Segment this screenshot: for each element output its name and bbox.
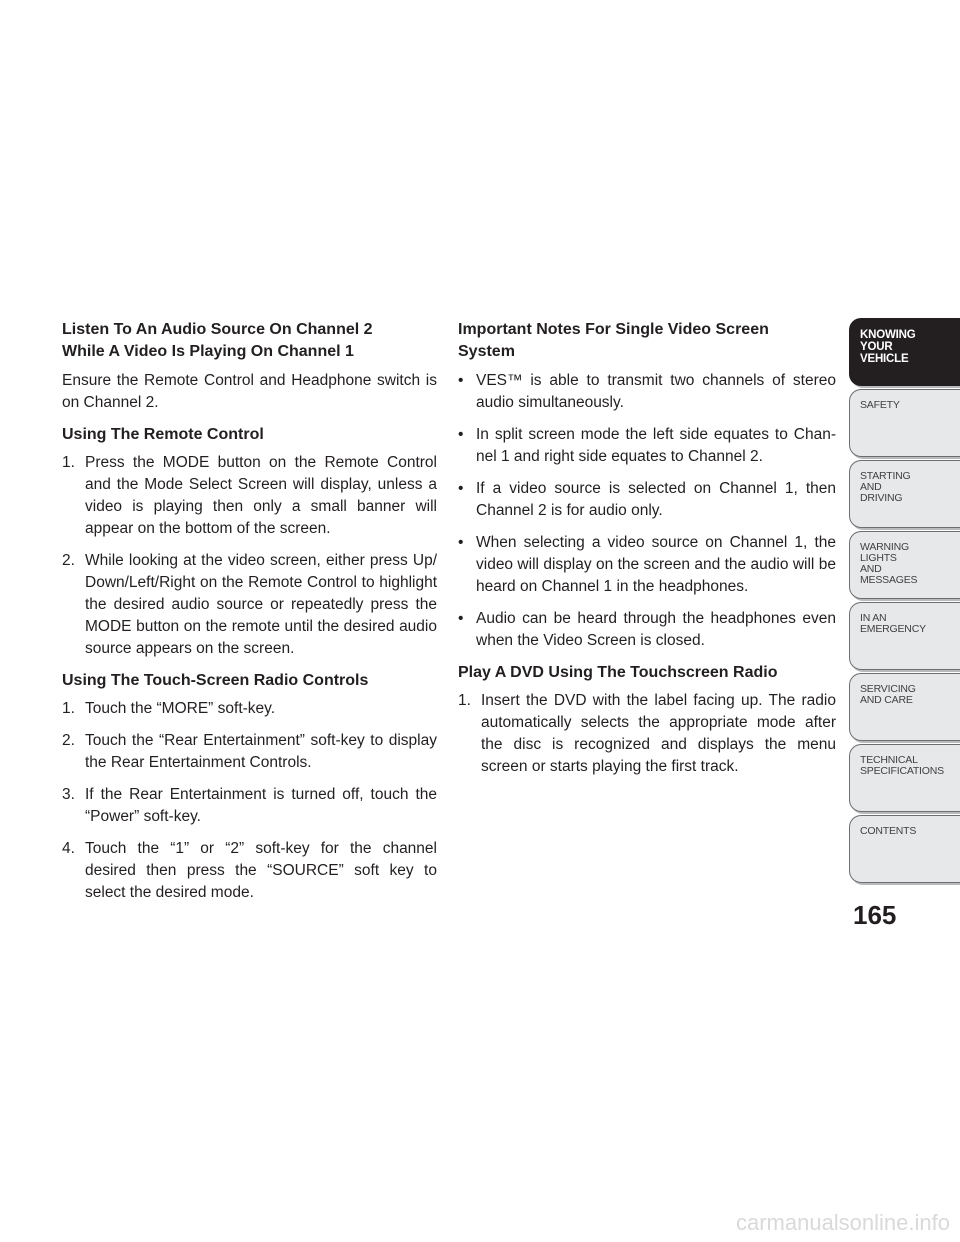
dvd-steps-list [458, 690, 836, 778]
left-column [62, 319, 437, 914]
tab-label-line: DRIVING [860, 492, 903, 504]
numbered-step [62, 838, 437, 904]
tab-label-line: TECHNICAL [860, 754, 918, 766]
numbered-step [458, 690, 836, 778]
tab-label-line: AND CARE [860, 694, 913, 706]
numbered-step [62, 550, 437, 660]
chapter-tab-contents[interactable] [849, 815, 960, 883]
step-text: Insert the DVD with the label facing up. The radio automatically selects the appropriate mode after the disc is recognized and displays the menu screen or starts playing the first track. [481, 692, 836, 775]
tab-label-line: YOUR [860, 341, 893, 353]
bullet-icon: • [458, 372, 464, 389]
chapter-tab-safety[interactable] [849, 389, 960, 457]
bullet-icon: • [458, 426, 464, 443]
bullet-item [458, 478, 836, 522]
tab-label-line: SAFETY [860, 399, 900, 411]
heading-line-1: Listen To An Audio Source On Channel 2 [62, 321, 373, 338]
tab-label-line: AND [860, 563, 882, 575]
bullet-text: Audio can be heard through the headphones even when the Video Screen is closed. [476, 610, 836, 649]
step-number: 3. [62, 786, 75, 803]
section-heading-important-notes [458, 319, 836, 363]
tab-label-line: KNOWING [860, 329, 916, 341]
bullet-item [458, 424, 836, 468]
page-number: 165 [853, 900, 897, 930]
right-column [458, 319, 836, 788]
step-text: Touch the “1” or “2” soft-key for the channel desired then press the “SOURCE” soft key to select the desired mode. [85, 840, 437, 901]
notes-bullet-list [458, 370, 836, 652]
bullet-text: VES™ is able to transmit two channels of stereo audio simultaneously. [476, 372, 836, 411]
section-heading-touch-screen: Using The Touch-Screen Radio Controls [62, 672, 369, 689]
chapter-tab-starting-and-driving[interactable] [849, 460, 960, 528]
chapter-tab-warning-lights-and-messages[interactable] [849, 531, 960, 599]
step-number: 4. [62, 840, 75, 857]
tab-label-line: IN AN [860, 612, 887, 624]
intro-paragraph: Ensure the Remote Control and Headphone switch is on Channel 2. [62, 372, 437, 411]
bullet-text: In split screen mode the left side equates to Chan- nel 1 and right side equates to Channel 2. [476, 426, 836, 465]
bullet-icon: • [458, 480, 464, 497]
remote-steps-list [62, 452, 437, 660]
tab-label-line: LIGHTS [860, 552, 897, 564]
bullet-item [458, 370, 836, 414]
bullet-icon: • [458, 534, 464, 551]
bullet-text: If a video source is selected on Channel 1, then Channel 2 is for audio only. [476, 480, 836, 519]
numbered-step [62, 698, 437, 720]
chapter-tab-technical-specifications[interactable] [849, 744, 960, 812]
step-number: 1. [458, 692, 471, 709]
step-text: While looking at the video screen, either press Up/ Down/Left/Right on the Remote Control to highlight the desired audio source or repeatedly press the MODE button on the remote until the desired audio source appears on the screen. [85, 552, 437, 657]
watermark: carmanualsonline.info [735, 1210, 950, 1235]
tab-label-line: SERVICING [860, 683, 916, 695]
numbered-step [62, 452, 437, 540]
tab-label-line: CONTENTS [860, 825, 917, 837]
step-number: 2. [62, 552, 75, 569]
step-number: 2. [62, 732, 75, 749]
bullet-text: When selecting a video source on Channel 1, the video will display on the screen and the audio will be heard on Channel 1 in the headphones. [476, 534, 836, 595]
touch-steps-list [62, 698, 437, 904]
heading-line-2: System [458, 343, 515, 360]
heading-line-2: While A Video Is Playing On Channel 1 [62, 343, 354, 360]
tab-label-line: SPECIFICATIONS [860, 765, 944, 777]
chapter-tab-knowing-your-vehicle[interactable] [849, 318, 960, 386]
step-number: 1. [62, 454, 75, 471]
bullet-item [458, 532, 836, 598]
section-heading-play-dvd: Play A DVD Using The Touchscreen Radio [458, 664, 778, 681]
step-number: 1. [62, 700, 75, 717]
tab-label-line: MESSAGES [860, 574, 918, 586]
tab-label-line: STARTING [860, 470, 911, 482]
heading-line-1: Important Notes For Single Video Screen [458, 321, 769, 338]
numbered-step [62, 784, 437, 828]
section-heading-audio-channel-2 [62, 319, 437, 363]
numbered-step [62, 730, 437, 774]
step-text: Touch the “MORE” soft-key. [85, 700, 276, 717]
step-text: If the Rear Entertainment is turned off, touch the “Power” soft-key. [85, 786, 437, 825]
chapter-tab-servicing-and-care[interactable] [849, 673, 960, 741]
step-text: Touch the “Rear Entertainment” soft-key to display the Rear Entertainment Controls. [85, 732, 437, 771]
bullet-icon: • [458, 610, 464, 627]
tab-label-line: EMERGENCY [860, 623, 926, 635]
chapter-tab-in-an-emergency[interactable] [849, 602, 960, 670]
bullet-item [458, 608, 836, 652]
tab-label-line: VEHICLE [860, 353, 909, 365]
tab-label-line: AND [860, 481, 882, 493]
step-text: Press the MODE button on the Remote Control and the Mode Select Screen will display, unless a video is playing then only a small banner will appear on the bottom of the screen. [85, 454, 437, 537]
tab-label-line: WARNING [860, 541, 909, 553]
section-heading-remote-control: Using The Remote Control [62, 426, 264, 443]
